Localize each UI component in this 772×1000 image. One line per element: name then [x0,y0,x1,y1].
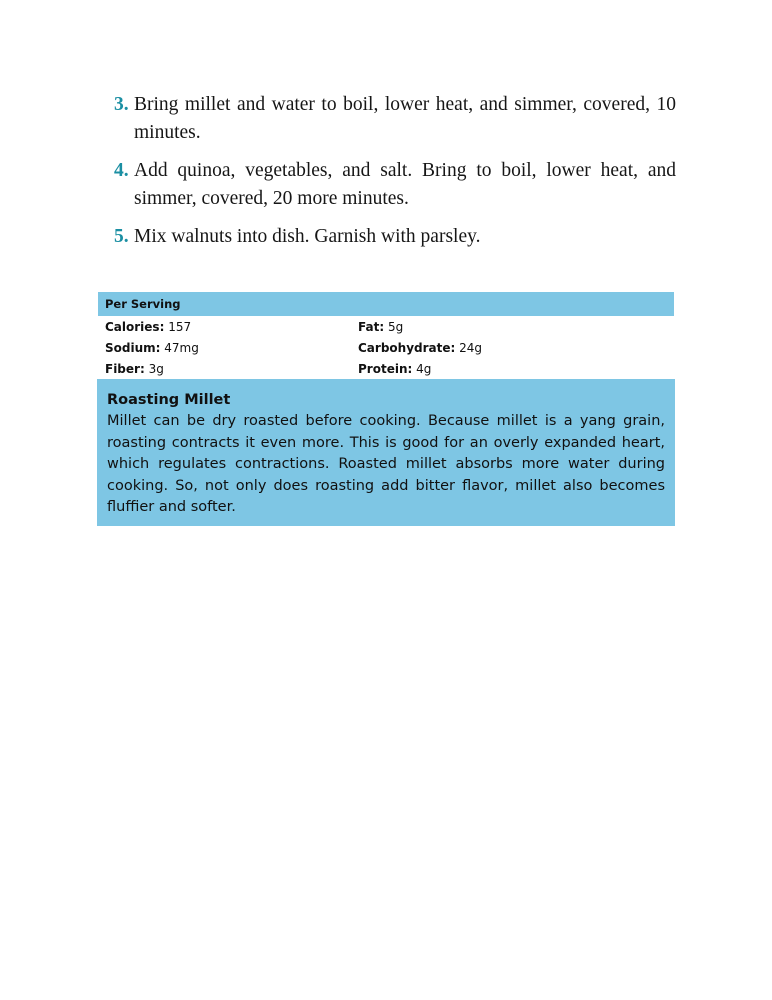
sidebar-title: Roasting Millet [107,392,231,408]
carbohydrate-label: Carbohydrate: [358,341,456,355]
protein-row [358,359,431,380]
sodium-value: 47mg [160,341,199,355]
calories-label: Calories: [105,320,165,334]
step-text: Add quinoa, vegetables, and salt. Bring to boil, lower heat, and simmer, covered, 20 more minutes. [134,160,676,209]
fiber-value: 3g [144,362,164,376]
step-item [114,91,676,147]
step-number: 4. [114,160,129,181]
carbohydrate-value: 24g [455,341,483,355]
fiber-label: Fiber: [105,362,145,376]
carbohydrate-row [358,338,482,359]
instruction-steps [114,91,676,261]
protein-label: Protein: [358,362,413,376]
fat-label: Fat: [358,320,385,334]
protein-value: 4g [412,362,432,376]
step-text: Mix walnuts into dish. Garnish with parsley. [134,226,481,247]
step-number: 3. [114,94,129,115]
fiber-row [105,359,164,380]
step-item [114,157,676,213]
nutrition-facts [98,292,674,380]
step-number: 5. [114,226,129,247]
nutrition-header: Per Serving [98,292,674,316]
fat-value: 5g [384,320,404,334]
sodium-label: Sodium: [105,341,161,355]
calories-value: 157 [164,320,192,334]
sodium-row [105,338,199,359]
sidebar-body: Millet can be dry roasted before cooking. Because millet is a yang grain, roasting contracts it even more. This is good for an overly expanded heart, which regulates contractions. Roasted millet absorbs more water during cooking. So, not only does roasting add bitter flavor, millet also becomes fluffier and softer. [107,413,665,515]
nutrition-grid [98,316,674,380]
fat-row [358,317,403,338]
roasting-millet-sidebar [97,379,675,526]
calories-row [105,317,191,338]
step-item [114,223,676,251]
step-text: Bring millet and water to boil, lower heat, and simmer, covered, 10 minutes. [134,94,676,143]
